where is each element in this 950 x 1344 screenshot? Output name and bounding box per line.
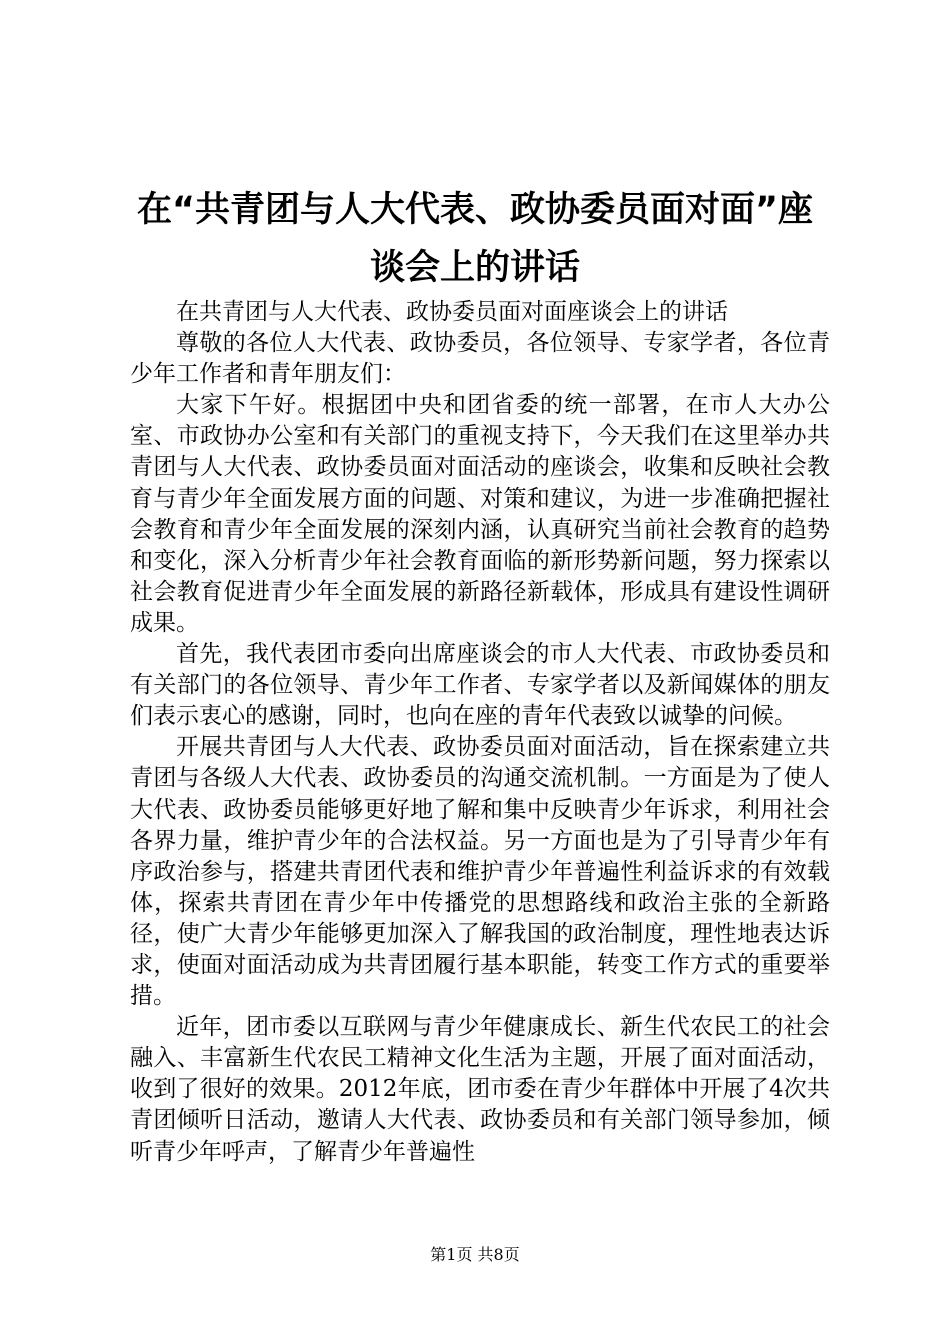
paragraph-subtitle: 在共青团与人大代表、政协委员面对面座谈会上的讲话 (176, 299, 728, 325)
document-title-line-2: 谈会上的讲话 (369, 248, 580, 288)
paragraph: 开展共青团与人大代表、政协委员面对面活动，旨在探索建立共青团与各级人大代表、政协委员的沟通交流机制。一方面是为了使人大代表、政协委员能够更好地了解和集中反映青少年诉求，利用社会各界力量，维护青少年的合法权益。另一方面也是为了引导青少年有序政治参与，搭建共青团代表和维护青少年普遍性利益诉求的有效载体，探索共青团在青少年中传播党的思想路线和政治主张的全新路径，使广大青少年能够更加深入了解我国的政治制度，理性地表达诉求，使面对面活动成为共青团履行基本职能，转变工作方式的重要举措。 (130, 734, 830, 1010)
document-title-line-1: 在“共青团与人大代表、政协委员面对面”座 (136, 190, 813, 230)
page-footer: 第1页 共8页 (430, 1245, 520, 1264)
paragraph: 大家下午好。根据团中央和团省委的统一部署，在市人大办公室、市政协办公室和有关部门的重视支持下，今天我们在这里举办共青团与人大代表、政协委员面对面活动的座谈会，收集和反映社会教育与青少年全面发展方面的问题、对策和建议，为进一步准确把握社会教育和青少年全面发展的深刻内涵，认真研究当前社会教育的趋势和变化，深入分析青少年社会教育面临的新形势新问题，努力探索以社会教育促进青少年全面发展的新路径新载体，形成具有建设性调研成果。 (130, 392, 830, 636)
document-body (130, 297, 830, 1168)
paragraph: 首先，我代表团市委向出席座谈会的市人大代表、市政协委员和有关部门的各位领导、青少年工作者、专家学者以及新闻媒体的朋友们表示衷心的感谢，同时，也向在座的青年代表致以诚挚的问候。 (130, 641, 830, 730)
paragraph-salutation: 尊敬的各位人大代表、政协委员，各位领导、专家学者，各位青少年工作者和青年朋友们： (130, 330, 830, 388)
paragraph: 近年，团市委以互联网与青少年健康成长、新生代农民工的社会融入、丰富新生代农民工精神文化生活为主题，开展了面对面活动，收到了很好的效果。2012年底，团市委在青少年群体中开展了4次共青团倾听日活动，邀请人大代表、政协委员和有关部门领导参加，倾听青少年呼声，了解青少年普遍性 (130, 1014, 830, 1165)
